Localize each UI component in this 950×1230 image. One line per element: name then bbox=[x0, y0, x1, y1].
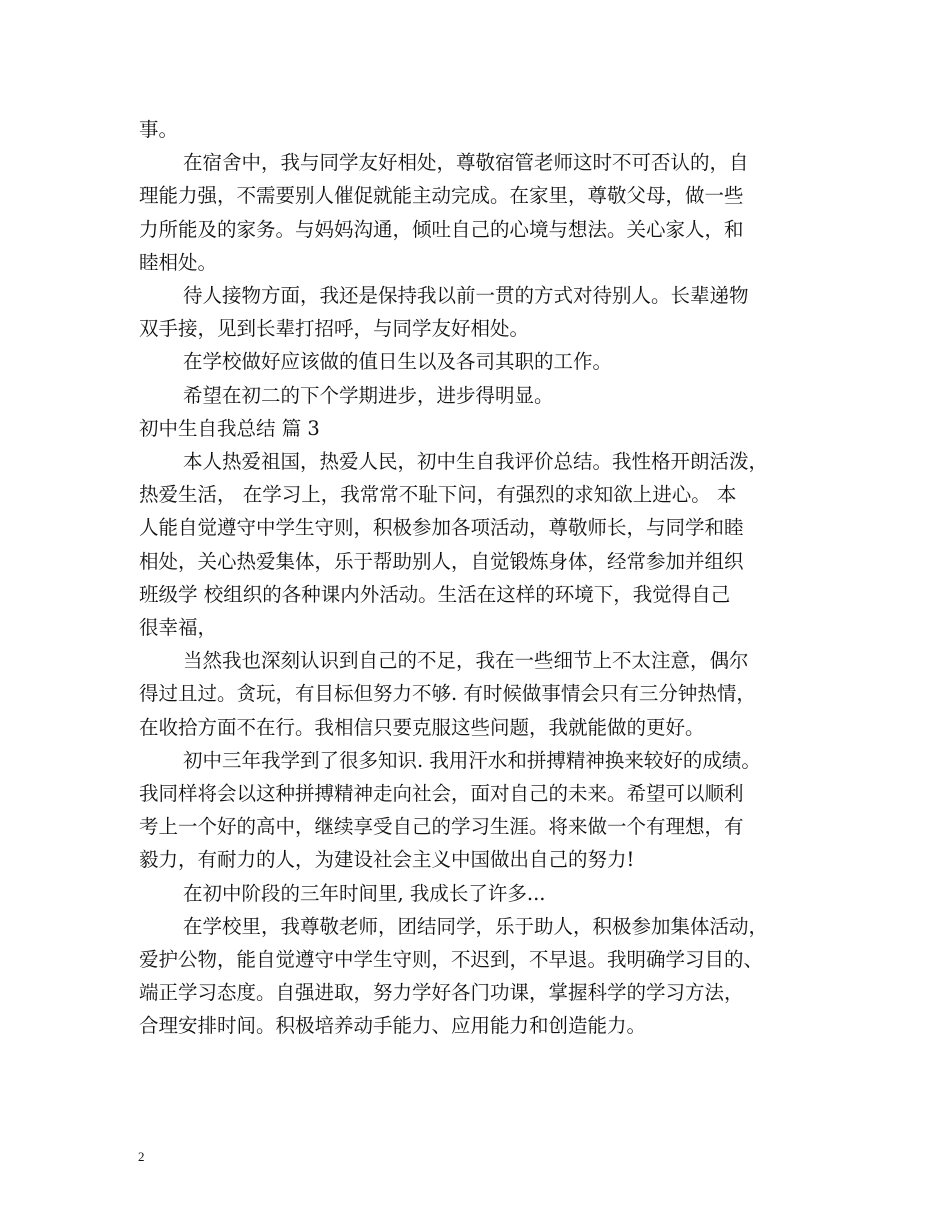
text-line: 事。 bbox=[139, 118, 179, 141]
text-line: 在学校做好应该做的值日生以及各司其职的工作。 bbox=[183, 350, 613, 374]
paragraph-0 bbox=[139, 113, 839, 146]
text-line: 我同样将会以这种拼搏精神走向社会，面对自己的未来。希望可以顺利 bbox=[139, 782, 744, 806]
text-line: 在宿舍中，我与同学友好相处，尊敬宿管老师这时不可否认的，自 bbox=[183, 151, 749, 175]
text-line: 理能力强，不需要别人催促就能主动完成。在家里，尊敬父母，做一些 bbox=[139, 184, 744, 208]
heading-text: 初中生自我总结 篇 3 bbox=[139, 416, 320, 440]
page-number: 2 bbox=[138, 1149, 145, 1164]
paragraph-2 bbox=[139, 279, 839, 345]
section-heading bbox=[139, 412, 839, 445]
text-line: 考上一个好的高中，继续享受自己的学习生涯。将来做一个有理想，有 bbox=[139, 815, 744, 839]
text-line: 双手接，见到长辈打招呼，与同学友好相处。 bbox=[139, 317, 530, 341]
text-line: 端正学习态度。自强进取，努力学好各门功课，掌握科学的学习方法， bbox=[139, 981, 744, 1005]
text-line: 相处，关心热爱集体，乐于帮助别人，自觉锻炼身体，经常参加并组织 bbox=[139, 549, 744, 573]
paragraph-7 bbox=[139, 744, 839, 877]
text-line: 人能自觉遵守中学生守则，积极参加各项活动，尊敬师长，与同学和睦 bbox=[139, 516, 744, 540]
text-line: 当然我也深刻认识到自己的不足，我在一些细节上不太注意，偶尔 bbox=[183, 649, 749, 673]
text-line: 待人接物方面，我还是保持我以前一贯的方式对待别人。长辈递物 bbox=[183, 284, 749, 308]
text-line: 本人热爱祖国，热爱人民，初中生自我评价总结。我性格开朗活泼， bbox=[183, 450, 769, 474]
document-body bbox=[139, 113, 839, 1043]
text-line: 在学校里，我尊敬老师，团结同学，乐于助人，积极参加集体活动， bbox=[183, 914, 769, 938]
text-line: 希望在初二的下个学期进步，进步得明显。 bbox=[183, 383, 554, 407]
text-line: 睦相处。 bbox=[139, 250, 218, 274]
paragraph-3 bbox=[139, 345, 839, 378]
text-line: 在收拾方面不在行。我相信只要克服这些问题，我就能做的更好。 bbox=[139, 715, 705, 739]
text-line: 热爱生活， 在学习上，我常常不耻下问，有强烈的求知欲上进心。 本 bbox=[139, 483, 737, 507]
text-line: 合理安排时间。积极培养动手能力、应用能力和创造能力。 bbox=[139, 1014, 647, 1038]
text-line: 在初中阶段的三年时间里, 我成长了许多... bbox=[183, 881, 546, 905]
paragraph-6 bbox=[139, 644, 839, 744]
text-line: 爱护公物，能自觉遵守中学生守则，不迟到，不早退。我明确学习目的、 bbox=[139, 948, 764, 972]
paragraph-1 bbox=[139, 146, 839, 279]
text-line: 力所能及的家务。与妈妈沟通，倾吐自己的心境与想法。关心家人，和 bbox=[139, 217, 744, 241]
text-line: 得过且过。贪玩，有目标但努力不够. 有时候做事情会只有三分钟热情， bbox=[139, 682, 756, 706]
paragraph-5 bbox=[139, 445, 839, 644]
paragraph-4 bbox=[139, 379, 839, 412]
text-line: 初中三年我学到了很多知识. 我用汗水和拼搏精神换来较好的成绩。 bbox=[183, 748, 761, 772]
paragraph-8 bbox=[139, 877, 839, 910]
paragraph-9 bbox=[139, 910, 839, 1043]
text-line: 很幸福， bbox=[139, 616, 218, 640]
text-line: 班级学 校组织的各种课内外活动。生活在这样的环境下，我觉得自己 bbox=[139, 582, 731, 606]
text-line: 毅力，有耐力的人，为建设社会主义中国做出自己的努力! bbox=[139, 848, 635, 872]
